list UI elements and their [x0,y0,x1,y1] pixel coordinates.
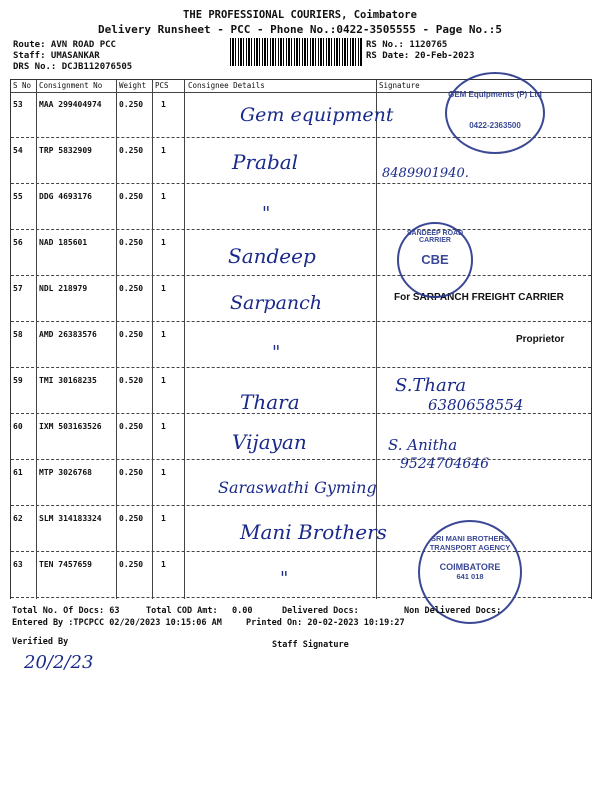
total-cod-label: Total COD Amt: [146,606,218,616]
handwriting-consignee-59: Thara [240,390,300,414]
table-row [11,284,591,293]
row-sno: 61 [13,468,23,477]
row-sno: 58 [13,330,23,339]
row-sno: 55 [13,192,23,201]
row-consignment: IXM 503163526 [39,422,102,431]
col-consignee: Consignee Details [188,81,265,90]
handwriting-consignee-54: Prabal [232,150,299,174]
handwriting-consignee-63: " [280,568,289,589]
mani-stamp-city: COIMBATORE [439,562,501,572]
signature-phone-59: 6380658554 [428,396,524,414]
row-pcs: 1 [161,100,166,109]
barcode [230,38,362,66]
table-row [11,422,591,431]
row-consignment: NAD 185601 [39,238,88,247]
row-consignment: MTP 3026768 [39,468,92,477]
row-pcs: 1 [161,284,166,293]
handwriting-consignee-55: " [262,203,271,224]
rs-number: RS No.: 1120765 [366,40,448,50]
row-consignment: SLM 314183324 [39,514,102,523]
mani-stamp-pin: 641 018 [456,572,484,581]
row-weight: 0.250 [119,238,144,247]
table-row [11,514,591,523]
row-consignment: NDL 218979 [39,284,88,293]
drs-label: DRS No.: DCJB112076505 [13,62,133,72]
col-pcs: PCS [155,81,169,90]
divider [152,80,153,599]
row-sno: 54 [13,146,23,155]
row-weight: 0.250 [119,100,144,109]
col-consignment: Consignment No [39,81,103,90]
gem-stamp-name: GEM Equipments (P) Ltd [448,90,542,99]
staff-label: Staff: UMASANKAR [13,51,100,61]
row-weight: 0.520 [119,376,144,385]
row-pcs: 1 [161,422,166,431]
row-consignment: TRP 5832909 [39,146,92,155]
handwriting-consignee-61: Saraswathi Gyming [218,478,377,497]
sarpanch-stamp-text: For SARPANCH FREIGHT CARRIER [394,292,564,303]
row-sno: 57 [13,284,23,293]
row-consignment: DDG 4693176 [39,192,92,201]
handwriting-consignee-53: Gem equipment [240,104,394,126]
col-weight: Weight [119,81,147,90]
rs-date: RS Date: 20-Feb-2023 [366,51,475,61]
signature-name-59: S.Thara [395,375,467,396]
entered-by: Entered By :TPCPCC 02/20/2023 10:15:06 AM [12,618,222,628]
handwriting-consignee-56: Sandeep [228,244,316,268]
row-weight: 0.250 [119,422,144,431]
row-sno: 60 [13,422,23,431]
divider [36,80,37,599]
row-sno: 53 [13,100,23,109]
verified-by-label: Verified By [12,637,69,647]
sandeep-road-carrier-stamp [397,222,473,298]
non-delivered-docs: Non Delivered Docs: [404,606,502,616]
row-pcs: 1 [161,376,166,385]
row-weight: 0.250 [119,330,144,339]
table-row [11,238,591,247]
handwriting-consignee-62: Mani Brothers [240,520,387,544]
row-divider [11,505,591,506]
gem-stamp-phone: 0422-2363500 [469,121,521,130]
row-pcs: 1 [161,560,166,569]
verified-signature: 20/2/23 [24,652,94,673]
row-divider [11,229,591,230]
row-consignment: MAA 299404974 [39,100,102,109]
row-pcs: 1 [161,330,166,339]
divider [116,80,117,599]
row-divider [11,459,591,460]
row-consignment: TMI 30168235 [39,376,97,385]
row-pcs: 1 [161,238,166,247]
sandeep-stamp-center: CBE [421,252,449,267]
row-weight: 0.250 [119,284,144,293]
table-row [11,376,591,385]
row-pcs: 1 [161,468,166,477]
row-divider [11,367,591,368]
staff-signature-label: Staff Signature [272,640,349,650]
table-row [11,330,591,339]
handwriting-consignee-57: Sarpanch [230,292,323,314]
mani-stamp-name: SRI MANI BROTHERS TRANSPORT AGENCY [429,534,511,552]
route-label: Route: AVN ROAD PCC [13,40,116,50]
runsheet-subtitle: Delivery Runsheet - PCC - Phone No.:0422-3505555 - Page No.:5 [98,23,502,36]
row-weight: 0.250 [119,468,144,477]
row-sno: 62 [13,514,23,523]
printed-on: Printed On: 20-02-2023 10:19:27 [246,618,405,628]
sandeep-stamp-name: SANDEEP ROAD CARRIER [406,230,464,244]
runsheet-title: THE PROFESSIONAL COURIERS, Coimbatore [183,9,417,21]
row-weight: 0.250 [119,192,144,201]
signature-name-60: S. Anitha [388,436,458,454]
handwriting-consignee-60: Vijayan [232,430,307,454]
table-row [11,192,591,201]
row-pcs: 1 [161,192,166,201]
col-sno: S No [13,81,32,90]
row-divider [11,321,591,322]
row-divider [11,183,591,184]
row-sno: 56 [13,238,23,247]
row-consignment: TEN 7457659 [39,560,92,569]
handwriting-consignee-58: " [272,342,281,363]
total-docs: Total No. Of Docs: 63 [12,606,120,616]
row-weight: 0.250 [119,146,144,155]
row-sno: 63 [13,560,23,569]
divider [184,80,185,599]
row-weight: 0.250 [119,514,144,523]
row-pcs: 1 [161,146,166,155]
gem-equipments-stamp [445,72,545,154]
row-divider [11,275,591,276]
row-pcs: 1 [161,514,166,523]
delivered-docs: Delivered Docs: [282,606,359,616]
table-row [11,468,591,477]
row-sno: 59 [13,376,23,385]
row-weight: 0.250 [119,560,144,569]
col-signature: Signature [379,81,420,90]
signature-phone-54: 8489901940. [382,166,469,181]
total-cod-amount: 0.00 [232,606,253,616]
proprietor-text: Proprietor [516,334,565,345]
signature-phone-60: 9524704646 [400,456,490,472]
row-consignment: AMD 26383576 [39,330,97,339]
